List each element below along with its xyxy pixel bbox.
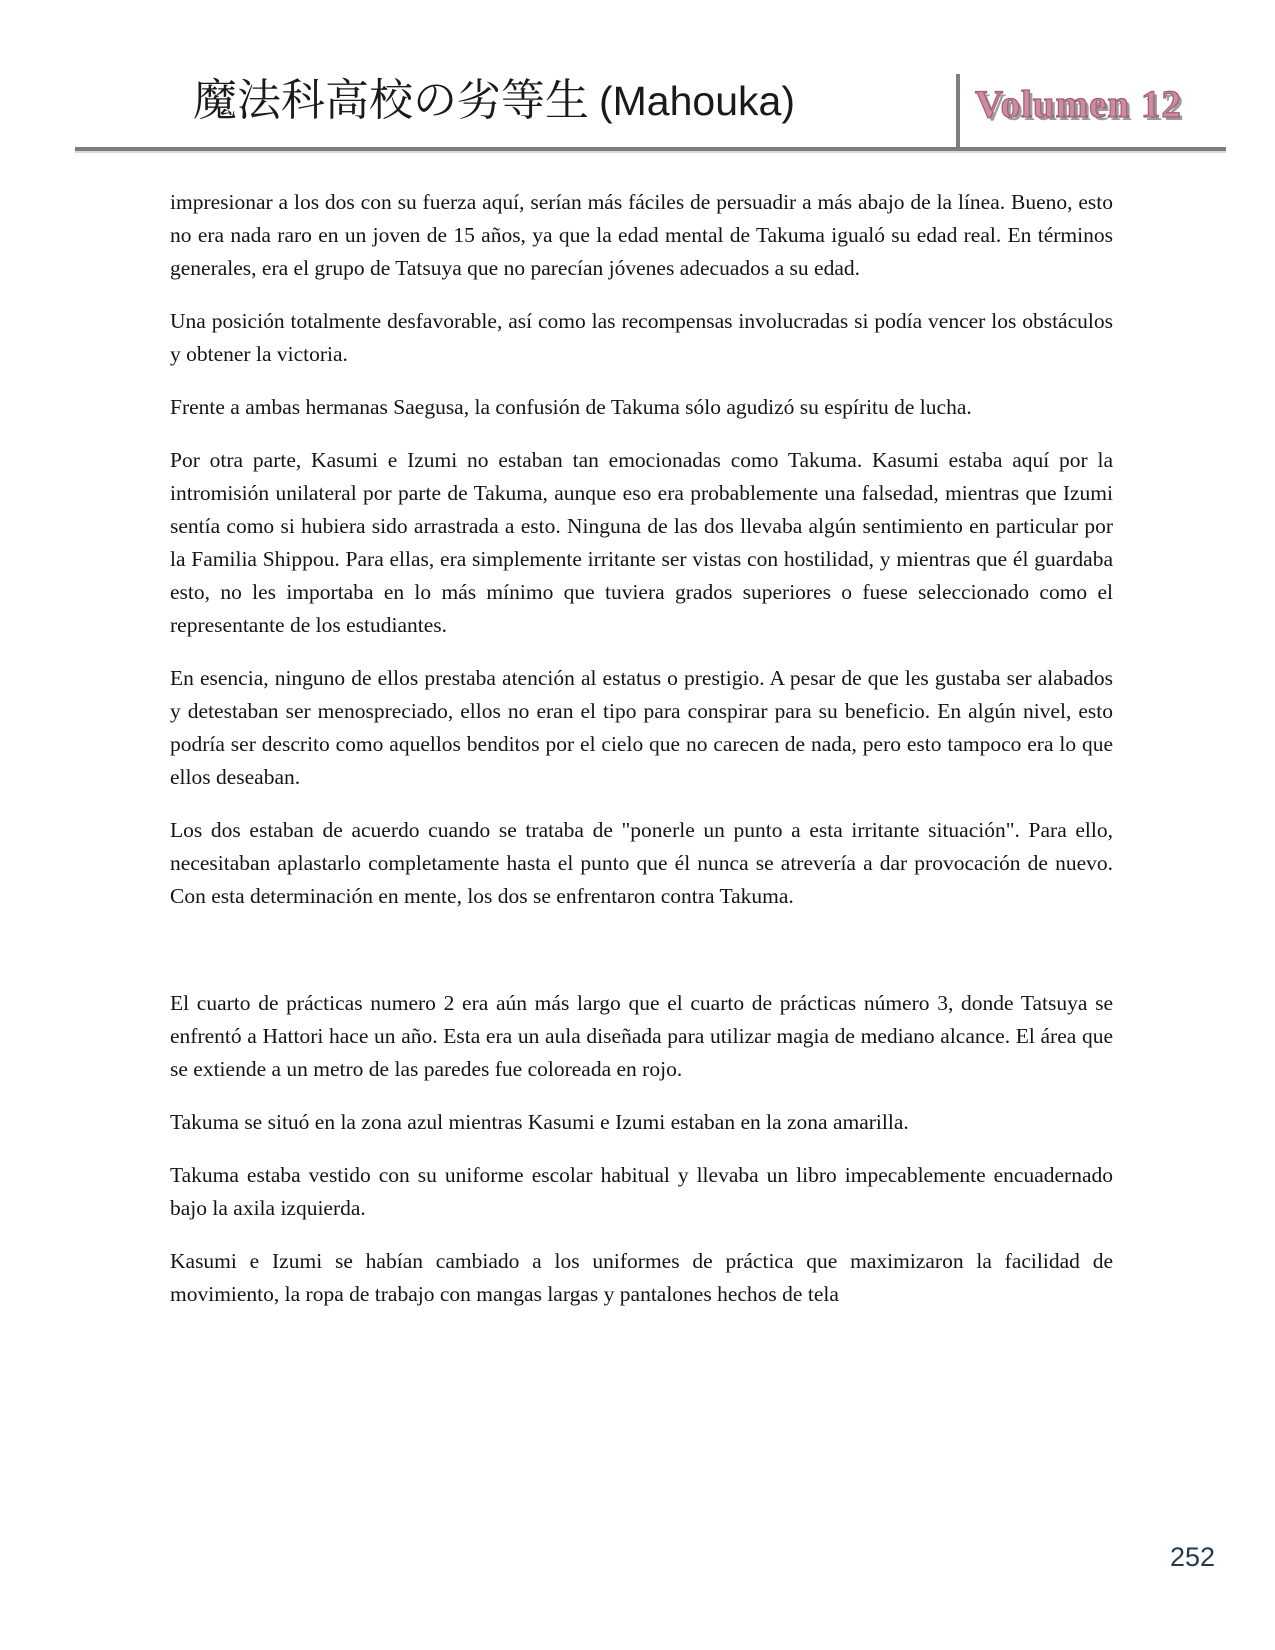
paragraph-5: En esencia, ninguno de ellos prestaba atención al estatus o prestigio. A pesar de que les gustaba ser alabados y detestaban ser menospreciado, ellos no eran el tipo para conspirar para su beneficio. En algún nivel, esto podría ser descrito como aquellos benditos por el cielo que no carecen de nada, pero esto tampoco era lo que ellos deseaban. <box>170 666 1113 789</box>
paragraph-10: Kasumi e Izumi se habían cambiado a los uniformes de práctica que maximizaron la facilidad de movimiento, la ropa de trabajo con mangas largas y pantalones hechos de tela <box>170 1249 1113 1306</box>
paragraph-8: Takuma se situó en la zona azul mientras Kasumi e Izumi estaban en la zona amarilla. <box>170 1110 909 1134</box>
page-title <box>193 70 795 132</box>
paragraph-6: Los dos estaban de acuerdo cuando se trataba de "ponerle un punto a esta irritante situación". Para ello, necesitaban aplastarlo completamente hasta el punto que él nunca se atrevería a dar provocación de nuevo. Con esta determinación en mente, los dos se enfrentaron contra Takuma. <box>170 818 1113 908</box>
title-latin: (Mahouka) <box>599 78 795 124</box>
paragraph-1: impresionar a los dos con su fuerza aquí, serían más fáciles de persuadir a más abajo de la línea. Bueno, esto no era nada raro en un joven de 15 años, ya que la edad mental de Takuma igualó su edad real. En términos generales, era el grupo de Tatsuya que no parecían jóvenes adecuados a su edad. <box>170 190 1113 280</box>
document-body <box>170 186 1113 1331</box>
paragraph-3: Frente a ambas hermanas Saegusa, la confusión de Takuma sólo agudizó su espíritu de lucha. <box>170 395 972 419</box>
paragraph-7: El cuarto de prácticas numero 2 era aún más largo que el cuarto de prácticas número 3, donde Tatsuya se enfrentó a Hattori hace un año. Esta era un aula diseñada para utilizar magia de mediano alcance. El área que se extiende a un metro de las paredes fue coloreada en rojo. <box>170 991 1113 1081</box>
paragraph-4: Por otra parte, Kasumi e Izumi no estaban tan emocionadas como Takuma. Kasumi estaba aquí por la intromisión unilateral por parte de Takuma, aunque eso era probablemente una falsedad, mientras que Izumi sentía como si hubiera sido arrastrada a esto. Ninguna de las dos llevaba algún sentimiento en particular por la Familia Shippou. Para ellas, era simplemente irritante ser vistas con hostilidad, y mientras que él guardaba esto, no les importaba en lo más mínimo que tuviera grados superiores o fuese seleccionado como el representante de los estudiantes. <box>170 448 1113 637</box>
header-vertical-divider <box>956 74 960 150</box>
volume-label: Volumen 12 <box>975 83 1182 126</box>
title-japanese: 魔法科高校の劣等生 <box>193 76 589 125</box>
scene-break-spacer <box>170 933 1113 987</box>
header-horizontal-rule <box>75 147 1226 151</box>
page-number: 252 <box>1169 1542 1215 1572</box>
paragraph-9: Takuma estaba vestido con su uniforme escolar habitual y llevaba un libro impecablemente encuadernado bajo la axila izquierda. <box>170 1163 1113 1220</box>
paragraph-2: Una posición totalmente desfavorable, así como las recompensas involucradas si podía vencer los obstáculos y obtener la victoria. <box>170 309 1113 366</box>
